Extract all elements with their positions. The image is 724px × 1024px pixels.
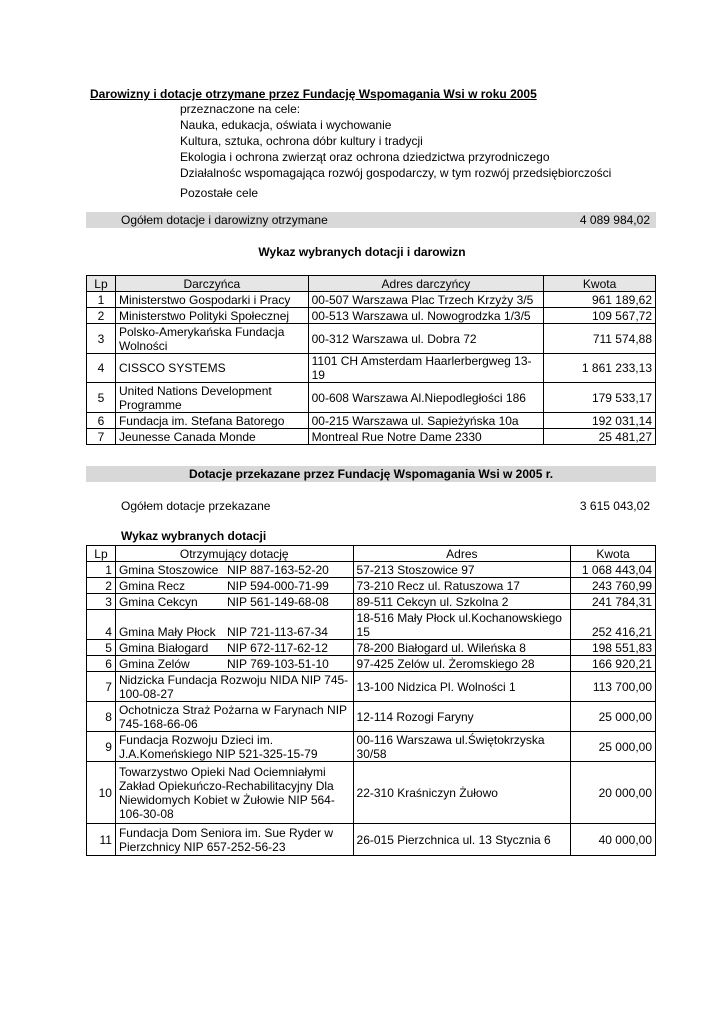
cell-amount: 166 920,21 [571,656,656,672]
cell-address: 00-116 Warszawa ul.Świętokrzyska 30/58 [353,732,571,762]
cell-address: 22-310 Kraśniczyn Żułowo [353,762,571,824]
cell-donor: United Nations Development Programme [115,383,308,413]
table-row [87,429,656,445]
given-total-label: Ogółem dotacje przekazane [121,499,271,513]
table-row [87,640,656,656]
table-row [87,324,656,354]
received-total-bar [86,212,656,228]
cell-amount: 109 567,72 [544,308,656,324]
cell-amount: 1 068 443,04 [571,562,656,578]
cell-address: 00-312 Warszawa ul. Dobra 72 [308,324,544,354]
cell-lp: 11 [87,824,116,856]
col-header-address: Adres darczyńcy [308,276,544,292]
cell-lp: 1 [87,292,116,308]
cell-address: 00-608 Warszawa Al.Niepodległości 186 [308,383,544,413]
cell-lp: 4 [87,354,116,383]
cell-amount: 113 700,00 [571,672,656,702]
recipient-name: Gmina Zelów [118,656,190,671]
cell-donor: Fundacja im. Stefana Batorego [115,413,308,429]
cell-lp: 5 [87,640,116,656]
cell-amount: 1 861 233,13 [544,354,656,383]
col-header-lp: Lp [87,546,116,562]
cell-lp: 6 [87,656,116,672]
received-total-label: Ogółem dotacje i darowizny otrzymane [121,213,328,227]
table-row [87,292,656,308]
purposes-list [180,101,611,201]
table-row [87,824,656,856]
cell-amount: 25 000,00 [571,732,656,762]
recipient-name: Gmina Recz [118,578,185,593]
cell-lp: 6 [87,413,116,429]
recipient-name: Gmina Stoszowice [118,562,219,577]
cell-amount: 252 416,21 [571,610,656,640]
cell-lp: 8 [87,702,116,732]
cell-amount: 20 000,00 [571,762,656,824]
purpose-item: Kultura, sztuka, ochrona dóbr kultury i tradycji [180,134,423,148]
recipient-name: Gmina Białogard [118,640,209,655]
cell-recipient: Fundacja Dom Seniora im. Sue Ryder w Pierzchnicy NIP 657-252-56-23 [115,824,353,856]
purpose-item: Ekologia i ochrona zwierząt oraz ochrona dziedzictwa przyrodniczego [180,150,550,164]
cell-recipient: Nidzicka Fundacja Rozwoju NIDA NIP 745-100-08-27 [115,672,353,702]
cell-address: 73-210 Recz ul. Ratuszowa 17 [353,578,571,594]
purpose-item: Nauka, edukacja, oświata i wychowanie [180,118,392,132]
document-title: Darowizny i dotacje otrzymane przez Fundację Wspomagania Wsi w roku 2005 [90,87,537,101]
given-section-title: Dotacje przekazane przez Fundację Wspomagania Wsi w 2005 r. [86,466,656,482]
col-header-donor: Darczyńca [115,276,308,292]
cell-address: 26-015 Pierzchnica ul. 13 Stycznia 6 [353,824,571,856]
cell-recipient [115,594,353,610]
cell-amount: 25 000,00 [571,702,656,732]
recipient-nip: NIP 887-163-52-20 [226,562,329,577]
given-table [86,545,656,856]
table-row [87,578,656,594]
recipient-nip: NIP 561-149-68-08 [226,594,329,609]
recipient-nip: NIP 594-000-71-99 [226,578,329,593]
table-row [87,732,656,762]
cell-lp: 3 [87,324,116,354]
table-row [87,672,656,702]
cell-amount: 961 189,62 [544,292,656,308]
cell-lp: 9 [87,732,116,762]
table-row [87,702,656,732]
given-total-value: 3 615 043,02 [579,499,650,513]
cell-amount: 711 574,88 [544,324,656,354]
cell-recipient [115,562,353,578]
table-row [87,610,656,640]
recipient-nip: NIP 672-117-62-12 [226,640,328,655]
col-header-amount: Kwota [544,276,656,292]
table-row [87,656,656,672]
table-row [87,594,656,610]
cell-amount: 241 784,31 [571,594,656,610]
table-row [87,413,656,429]
cell-recipient: Fundacja Rozwoju Dzieci im. J.A.Komeńskiego NIP 521-325-15-79 [115,732,353,762]
table-row [87,562,656,578]
cell-amount: 179 533,17 [544,383,656,413]
table-row [87,354,656,383]
cell-address: 00-215 Warszawa ul. Sapieżyńska 10a [308,413,544,429]
recipient-nip: NIP 721-113-67-34 [226,625,328,639]
cell-lp: 7 [87,429,116,445]
cell-address: 1101 CH Amsterdam Haarlerbergweg 13-19 [308,354,544,383]
cell-recipient [115,640,353,656]
cell-address: 89-511 Cekcyn ul. Szkolna 2 [353,594,571,610]
cell-lp: 10 [87,762,116,824]
cell-address: 57-213 Stoszowice 97 [353,562,571,578]
cell-address: Montreal Rue Notre Dame 2330 [308,429,544,445]
cell-lp: 5 [87,383,116,413]
cell-recipient: Towarzystwo Opieki Nad Ociemniałymi Zakład Opiekuńczo-Rechabilitacyjny Dla Niewidomych Kobiet w Żułowie NIP 564-106-30-08 [115,762,353,824]
cell-lp: 2 [87,308,116,324]
cell-donor: CISSCO SYSTEMS [115,354,308,383]
cell-address: 97-425 Zelów ul. Żeromskiego 28 [353,656,571,672]
table-row [87,762,656,824]
recipient-nip: NIP 769-103-51-10 [226,656,329,671]
cell-donor: Polsko-Amerykańska Fundacja Wolności [115,324,308,354]
cell-recipient [115,656,353,672]
received-total-value: 4 089 984,02 [579,213,650,227]
cell-amount: 25 481,27 [544,429,656,445]
cell-lp: 4 [87,610,116,640]
cell-recipient [115,610,353,640]
cell-amount: 192 031,14 [544,413,656,429]
purpose-item: Działalnośc wspomagająca rozwój gospodarczy, w tym rozwój przedsiębiorczości [180,166,612,180]
table-row [87,383,656,413]
table-row [87,308,656,324]
cell-address: 12-114 Rozogi Faryny [353,702,571,732]
cell-donor: Ministerstwo Polityki Społecznej [115,308,308,324]
col-header-amount: Kwota [571,546,656,562]
purposes-intro: przeznaczone na cele: [180,102,301,116]
cell-address: 13-100 Nidzica Pl. Wolności 1 [353,672,571,702]
col-header-lp: Lp [87,276,116,292]
cell-lp: 3 [87,594,116,610]
received-table [86,275,656,445]
cell-address: 00-513 Warszawa ul. Nowogrodzka 1/3/5 [308,308,544,324]
cell-amount: 198 551,83 [571,640,656,656]
col-header-address: Adres [353,546,571,562]
cell-recipient [115,578,353,594]
cell-recipient: Ochotnicza Straż Pożarna w Farynach NIP 745-168-66-06 [115,702,353,732]
cell-lp: 2 [87,578,116,594]
cell-address: 78-200 Białogard ul. Wileńska 8 [353,640,571,656]
given-total-row [86,498,656,514]
recipient-name: Gmina Cekcyn [118,594,198,609]
purpose-item-other: Pozostałe cele [180,186,259,200]
cell-lp: 1 [87,562,116,578]
cell-donor: Ministerstwo Gospodarki i Pracy [115,292,308,308]
cell-donor: Jeunesse Canada Monde [115,429,308,445]
cell-amount: 243 760,99 [571,578,656,594]
received-list-title: Wykaz wybranych dotacji i darowizn [258,245,466,259]
col-header-recipient: Otrzymujący dotację [115,546,353,562]
cell-address: 00-507 Warszawa Plac Trzech Krzyży 3/5 [308,292,544,308]
given-list-title: Wykaz wybranych dotacji [121,529,267,543]
recipient-name: Gmina Mały Płock [118,625,216,639]
cell-lp: 7 [87,672,116,702]
cell-amount: 40 000,00 [571,824,656,856]
cell-address: 18-516 Mały Płock ul.Kochanowskiego 15 [353,610,571,640]
